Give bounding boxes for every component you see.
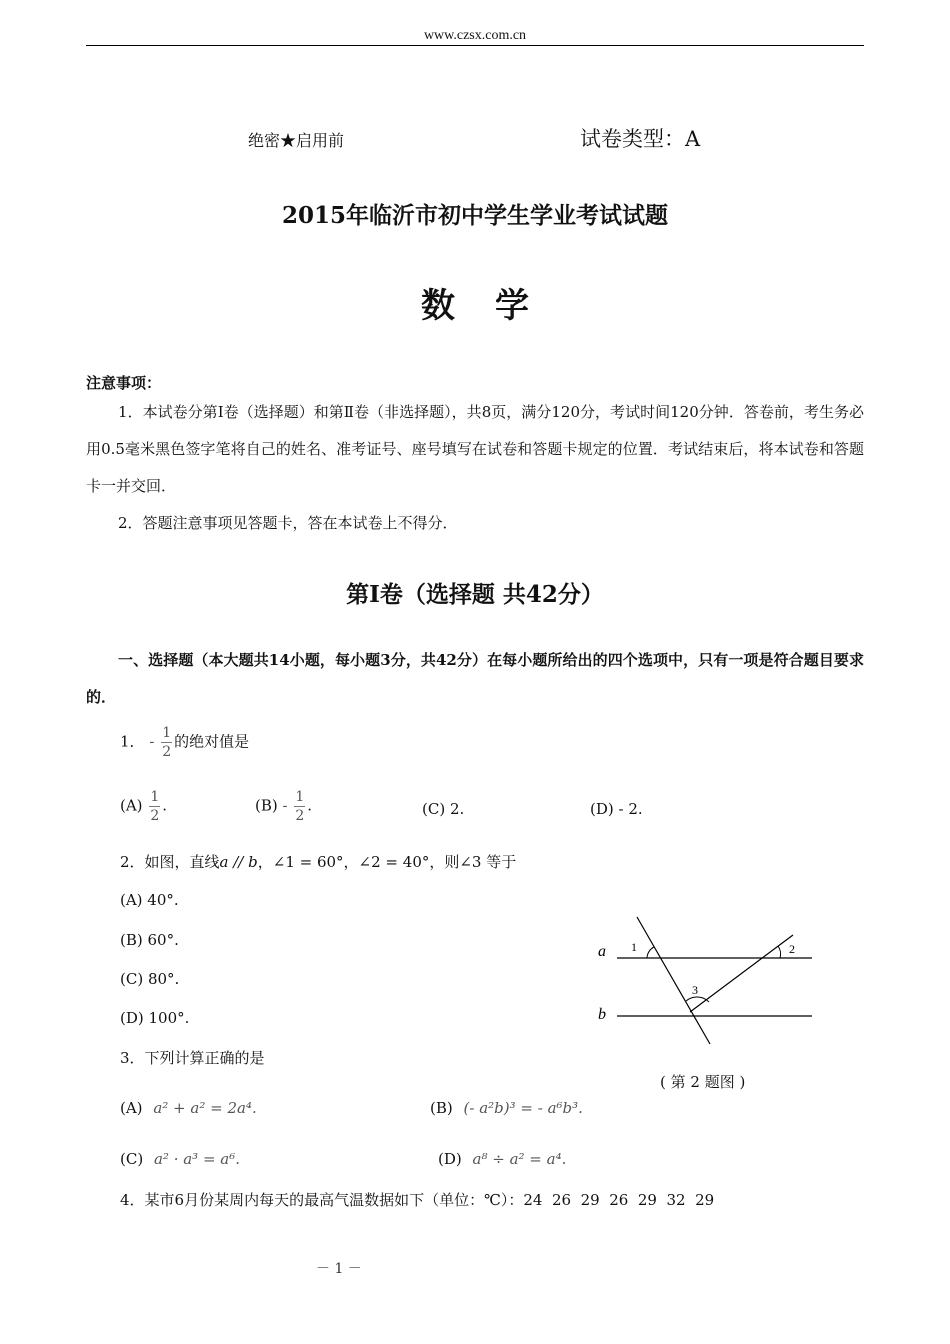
q1-option-b-fraction (294, 789, 305, 824)
header-url: www.czsx.com.cn (423, 28, 527, 43)
notice-item-2: 2．答题注意事项见答题卡，答在本试卷上不得分． (118, 514, 458, 532)
q3-option-a-label: (A) (120, 1099, 143, 1117)
question-1 (120, 725, 249, 760)
section-title: 第Ⅰ卷（选择题 共42分） (346, 581, 604, 608)
section-instruction: 一、选择题（本大题共14小题，每小题3分，共42分）在每小题所给出的四个选项中，只有一项是符合题目要求的． (86, 651, 864, 706)
page-number: － 1 － (316, 1261, 362, 1277)
q1-option-c-value: 2. (449, 800, 465, 818)
q2-figure-caption: ( 第 2 题图 ) (660, 1073, 746, 1091)
q2-rest: ，∠1 = 60°，∠2 = 40°，则∠3 等于 (257, 853, 517, 871)
header-rule (86, 45, 864, 46)
secret-label: 绝密★启用前 (248, 131, 345, 150)
q3-option-d-label: (D) (438, 1150, 462, 1168)
q1-option-a (120, 789, 167, 824)
subject-title: 数学 (421, 286, 569, 326)
q1-text: 的绝对值是 (174, 732, 250, 751)
question-3: 3．下列计算正确的是 (120, 1049, 265, 1067)
q2-option-d: (D) 100°. (120, 1009, 190, 1027)
q1-denominator: 2 (162, 744, 172, 761)
q3-option-d (438, 1150, 566, 1168)
transversal-1 (637, 917, 710, 1044)
q3-option-a (120, 1099, 257, 1117)
q1-number: 1． (120, 732, 145, 751)
q1-option-d (590, 800, 643, 818)
q3-option-b-expr: (- a²b)³ = - a⁶b³. (463, 1099, 583, 1117)
angle-2-arc (778, 946, 781, 958)
angle-2-label: 2 (789, 942, 795, 956)
q1-option-a-fraction (149, 789, 160, 824)
q1-fraction (161, 725, 172, 760)
q3-option-d-expr: a⁸ ÷ a² = a⁴. (472, 1150, 567, 1168)
transversal-2 (690, 935, 793, 1012)
q3-option-b (430, 1099, 583, 1117)
q1-option-b-label: (B) (255, 796, 278, 815)
q2-option-b: (B) 60°. (120, 931, 179, 949)
paper-type-label: 试卷类型：A (580, 127, 701, 151)
q1-option-d-label: (D) (590, 800, 614, 818)
q2-option-a: (A) 40°. (120, 891, 179, 909)
angle-1-arc (647, 947, 654, 958)
q2-stem: 2．如图，直线 (120, 853, 220, 871)
q2-condition: a // b (219, 853, 258, 871)
q1-option-a-suffix: . (162, 796, 168, 815)
q3-option-b-label: (B) (430, 1099, 453, 1117)
question-2 (120, 851, 516, 872)
label-a: a (598, 943, 606, 960)
q3-option-c-expr: a² · a³ = a⁶. (153, 1150, 241, 1168)
question-4: 4．某市6月份某周内每天的最高气温数据如下（单位：℃）：24 26 29 26 29 32 29 (120, 1191, 715, 1209)
q1-option-c (422, 800, 464, 818)
q3-option-a-expr: a² + a² = 2a⁴. (153, 1099, 257, 1117)
q1-numerator: 1 (162, 725, 172, 741)
q1-option-a-den: 2 (150, 808, 160, 825)
q1-option-b-den: 2 (295, 808, 305, 825)
q1-option-b-suffix: . (307, 796, 313, 815)
q1-option-b-num: 1 (295, 789, 305, 805)
q3-option-c-label: (C) (120, 1150, 144, 1168)
q1-option-c-label: (C) (422, 800, 446, 818)
q1-option-b (255, 789, 312, 824)
angle-3-label: 3 (692, 983, 698, 997)
notice-heading: 注意事项： (86, 374, 162, 392)
q1-option-b-sign: - (282, 796, 288, 815)
notice-item-1: 1．本试卷分第Ⅰ卷（选择题）和第Ⅱ卷（非选择题），共8页，满分120分，考试时间120分钟．答卷前，考生务必用0.5毫米黑色签字笔将自己的姓名、准考证号、座号填写在试卷和答题卡规定的位置．考试结束后，将本试卷和答题卡一并交回． (86, 403, 864, 495)
angle-1-label: 1 (631, 940, 637, 954)
q2-figure (590, 910, 830, 1050)
q1-option-a-label: (A) (120, 796, 143, 815)
q3-option-c (120, 1150, 240, 1168)
q2-option-c: (C) 80°. (120, 970, 180, 988)
label-b: b (598, 1006, 606, 1023)
exam-title: 2015年临沂市初中学生学业考试试题 (281, 202, 668, 229)
q1-option-d-value: - 2. (618, 800, 643, 818)
q1-minus: - (149, 732, 155, 751)
q1-option-a-num: 1 (150, 789, 160, 805)
angle-3-arc (686, 997, 709, 1002)
